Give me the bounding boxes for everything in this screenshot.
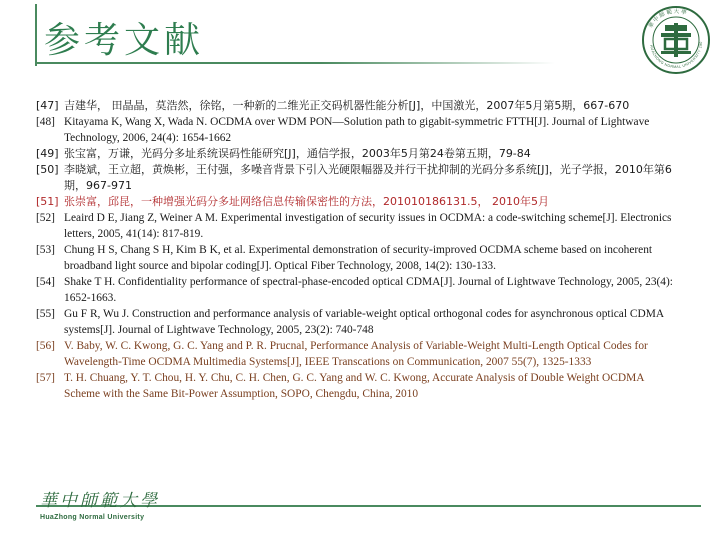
reference-text: 张宝富，万谦，光码分多址系统误码性能研究[J]，通信学报，2003年5月第24卷第五期，79-84	[64, 147, 531, 160]
reference-number: [56]	[36, 340, 55, 352]
reference-number: [48]	[36, 116, 55, 128]
reference-number: [50]	[36, 163, 59, 176]
footer-university-name-cn: 華中師範大學	[40, 491, 160, 511]
reference-number: [53]	[36, 244, 55, 256]
reference-text: Shake T H. Confidentiality performance of spectral-phase-encoded optical CDMA[J]. Journal of Lightwave Technology, 2005, 23(4): 1652-1663.	[64, 276, 673, 304]
reference-number: [47]	[36, 99, 59, 112]
reference-item	[36, 98, 676, 114]
seal-text-bottom: HUAZHONG NORMAL UNIVERSITY 190	[649, 41, 704, 70]
reference-item	[36, 194, 676, 210]
reference-item	[36, 146, 676, 162]
slide-title: 参考文献	[44, 20, 205, 61]
reference-list	[36, 98, 676, 402]
reference-item	[36, 274, 676, 306]
reference-text: V. Baby, W. C. Kwong, G. C. Yang and P. R. Prucnal, Performance Analysis of Variable-Weight Multi-Length Optical Codes for Wavelength-Time OCDMA Multimedia Systems[J], IEEE Transcations on Communication, 2007 55(7), 1325-1333	[64, 340, 648, 368]
reference-number: [51]	[36, 195, 59, 208]
reference-text: Leaird D E, Jiang Z, Weiner A M. Experimental investigation of security issues in OCDMA: a code-switching scheme[J]. Electronics letters, 2005, 41(14): 817-819.	[64, 212, 672, 240]
reference-text: Gu F R, Wu J. Construction and performance analysis of variable-weight optical orthogonal codes for asynchronous optical CDMA systems[J]. Journal of Lightwave Technology, 2005, 23(2): 740-748	[64, 308, 664, 336]
title-bar-vertical	[35, 4, 37, 66]
reference-text: T. H. Chuang, Y. T. Chou, H. Y. Chu, C. H. Chen, G. C. Yang and W. C. Kwong, Accurate Analysis of Double Weight OCDMA Scheme with the Same Bit-Power Assumption, SOPO, Chengdu, China, 2010	[64, 372, 644, 400]
reference-item	[36, 114, 676, 146]
reference-text: 吉建华， 田晶晶，莫浩然，徐铭，一种新的二维光正交码机器性能分析[J]，中国激光，2007年5月第5期，667-670	[64, 99, 630, 112]
reference-number: [49]	[36, 147, 59, 160]
reference-number: [52]	[36, 212, 55, 224]
reference-number: [54]	[36, 276, 55, 288]
reference-number: [57]	[36, 372, 55, 384]
reference-item	[36, 370, 676, 402]
reference-text: 李晓斌，王立超，黄焕彬，王付强，多噪音背景下引入光硬限幅器及并行干扰抑制的光码分多系统[J]，光子学报，2010年第6期，967-971	[64, 163, 672, 192]
reference-item	[36, 210, 676, 242]
reference-number: [55]	[36, 308, 55, 320]
reference-item	[36, 338, 676, 370]
university-seal-icon	[641, 5, 711, 75]
reference-text: Chung H S, Chang S H, Kim B K, et al. Experimental demonstration of security-improved OCDMA scheme based on incoherent broadband light source and bipolar coding[J]. Optical Fiber Technology, 2008, 14(2): 130-133.	[64, 244, 653, 272]
reference-item	[36, 162, 676, 194]
seal-text-top: 華中師範大學	[648, 8, 689, 30]
reference-item	[36, 306, 676, 338]
reference-text: Kitayama K, Wang X, Wada N. OCDMA over WDM PON—Solution path to gigabit-symmetric FTTH[J]. Journal of Lightwave Technology, 2006, 24(4): 1654-1662	[64, 116, 650, 144]
footer-university-name-en: HuaZhong Normal University	[40, 514, 145, 521]
reference-text: 张崇富，邱昆，一种增强光码分多址网络信息传输保密性的方法，201010186131.5， 2010年5月	[64, 195, 549, 208]
reference-item	[36, 242, 676, 274]
